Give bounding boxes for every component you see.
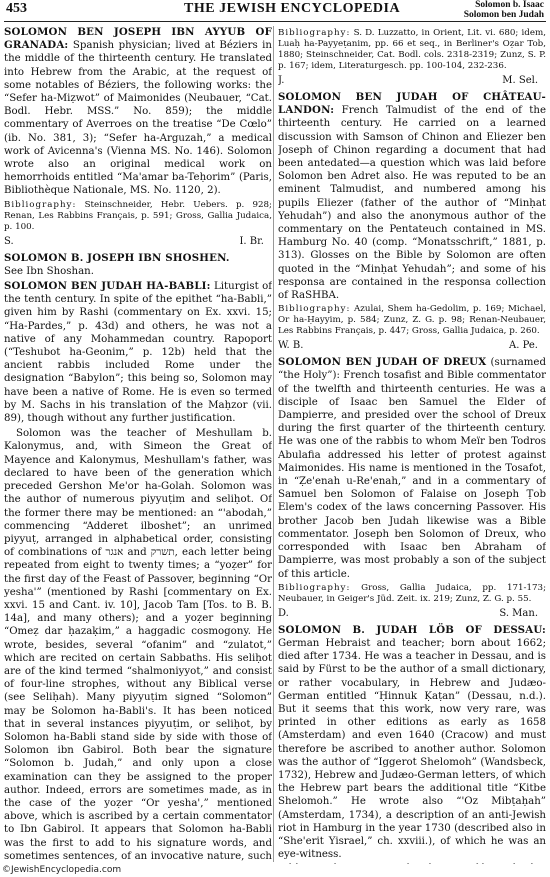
signature-initials: J. (278, 75, 285, 86)
article-title: SOLOMON B. JUDAH LÖB OF DESSAU: (278, 623, 546, 636)
signature-line (278, 339, 546, 352)
article-text: Liturgist of the tenth century. In spite of the epithet “ha-Babli,” given him by Rashi (commentary on Ex. xxvi. 15; “Ha-Pardes,” p. 43d) and others, he was not a native of any Mohammedan country. Rapoport (“Teshubot ha-Geonim,” p. 12b) held that the ancient rabbis included Rome under the designation “Babylon”; this being so, Solomon may have been a native of Rome. He is even so termed by M. Sachs in his translation of the Maḥzor (vii. 89), though without any further justification. (4, 281, 272, 425)
running-title: THE JEWISH ENCYCLOPEDIA (184, 1, 401, 16)
cross-reference: See Ibn Shoshan. (4, 265, 94, 277)
running-head-line-2: Solomon ben Judah (463, 10, 544, 20)
running-head (464, 0, 544, 20)
bibliography-text: Gross, Gallia Judaica, pp. 171-173; Neubauer, in Geiger's Jüd. Zeit. ix. 219; Zunz, Z. G. p. 55. (278, 582, 546, 604)
signature-line (278, 607, 546, 620)
signature-line (4, 235, 272, 248)
bibliography-text: S. D. Luzzatto, in Orient, Lit. vi. 680; idem, Luaḥ ha-Payyeṭanim, pp. 66 et seq., in Berliner's Oẓar Tob, 1880; Steinschneider, Cat. Bodl. cols. 2318-2319; Zunz, S. P. p. 167; idem, Literaturgesch. pp. 100-104, 232-236. (278, 28, 546, 71)
article-text: German Hebraist and teacher; born about 1662; died after 1734. He was a teacher in Dessau, and is said by Fürst to be the author of a small dictionary, or rather vocabulary, in Hebrew and Judæo-German entitled “Ḥinnuk Ḳaṭan” (Dessau, n.d.). But it seems that this work, now very rare, was printed in other editions as early as 1658 (Amsterdam) and even 1640 (Cracow) and must therefore be ascribed to another author. Solomon was the author of “Iggerot Shelomoh” (Wandsbeck, 1732), Hebrew and Judæo-German letters, of which the Hebrew part bears the additional title “Kitbe Shelomoh.” He wrote also “'Oz Mibṭaḥah” (Amsterdam, 1734), a description of an anti-Jewish riot in Hamburg in the year 1730 (described also in “She'erit Yisrael,” ch. xxviii.), of which he was an eye-witness. (278, 637, 546, 861)
page-number: 453 (6, 1, 27, 16)
signature-author: M. Sel. (502, 75, 538, 86)
article-title: SOLOMON BEN JUDAH OF CHÂTEAU-LANDON: (278, 91, 546, 117)
bibliography (278, 28, 546, 72)
signature-author: S. Man. (499, 607, 538, 619)
signature-author: A. Pe. (509, 340, 538, 352)
article (4, 26, 272, 198)
article-title: SOLOMON B. JOSEPH IBN SHOSHEN. (4, 251, 230, 264)
page-header (4, 0, 546, 22)
article (278, 624, 546, 862)
article (278, 91, 546, 302)
signature-line (278, 74, 546, 87)
bibliography-text: Steinschneider, Hebr. Uebers. p. 928; Renan, Les Rabbins Français, p. 591; Gross, Gallia Judaica, p. 100. (4, 199, 272, 232)
bibliography-label (278, 863, 350, 864)
article-text: French Talmudist of the end of the thirteenth century. He carried on a learned discussion with Samson of Chinon and Eliezer ben Joseph of Chinon regarding a document that had been antedated—a question which was laid before Solomon ben Adret also. He was reputed to be an eminent Talmudist, and numbered among his pupils Eliezer (father of the author of “Minḥat Yehudah”) and also the anonymous author of the commentary on the Pentateuch contained in MS. Hamburg No. 40 (comp. “Monatsschrift,” 1881, p. 313). Glosses on the Bible by Solomon are often quoted in the “Minḥat Yehudah”; and some of his responsa are contained in the responsa collection of RaSHBA. (278, 105, 546, 302)
bibliography-label: Bibliography: (4, 199, 77, 210)
article-paragraph (4, 427, 272, 864)
article-text: Spanish physician; lived at Béziers in the middle of the thirteenth century. He translated into Hebrew from the Arabic, at the request of some notables of Béziers, the following works: the “Sefer ha-Miẓwot” of Maimonides (Neubauer, “Cat. Bodl. Hebr. MSS.” No. 859); the middle commentary of Averroes on the treatise “De Cœlo” (ib. No. 381, 3); “Sefer ha-Arguzah,” a medical work of Avicenna's (Vienna MS. No. 146). Solomon wrote also an original medical work on hemorrhoids entitled “Ma'amar ba-Teḥorim” (Paris, Bibliothèque Nationale, MS. No. 1120, 2). (4, 40, 272, 197)
running-head-line-1: Solomon b. Isaac (475, 0, 544, 10)
bibliography-label: Bibliography: (278, 28, 351, 38)
article-title: SOLOMON BEN JUDAH HA-BABLI: (4, 280, 211, 293)
left-column (4, 26, 272, 864)
signature-initials: W. B. (278, 340, 304, 352)
right-column (278, 26, 546, 864)
article-title: SOLOMON BEN JOSEPH IBN AYYUB OF GRANADA: (4, 26, 272, 52)
signature-author: I. Br. (239, 235, 264, 247)
header-rule (4, 21, 546, 22)
article-title: SOLOMON BEN JUDAH OF DREUX (278, 356, 487, 369)
column-divider (273, 26, 274, 862)
signature-initials: D. (278, 607, 289, 619)
article-text: (surnamed “the Holy”): French tosafist and Bible commentator of the twelfth and thirteenth centuries. He was a disciple of Isaac ben Samuel the Elder of Dampierre, and presided over the school of Dreux during the first quarter of the thirteenth century. He was one of the rabbis to whom Meïr ben Todros Abulafia addressed his letter of protest against Maimonides. His name is mentioned in the Tosafot, in “Ẓe'enah u-Re'enah,” and in a commentary of Samuel ben Solomon of Falaise on Joseph Ṭob Elem's codex of the laws concerning Passover. His brother Jacob ben Judah likewise was a Bible commentator. Joseph ben Solomon of Dreux, who corresponded with Isaac ben Abraham of Dampierre, was most probably a son of the subject of this article. (278, 357, 546, 580)
signature-initials: S. (4, 235, 14, 247)
article (4, 252, 272, 278)
copyright-watermark: ©JewishEncyclopedia.com (2, 865, 122, 875)
bibliography (278, 863, 546, 864)
bibliography-label: Bibliography: (278, 582, 351, 593)
bibliography (4, 200, 272, 233)
bibliography (278, 304, 546, 337)
bibliography (278, 583, 546, 605)
article-text: Solomon was the teacher of Meshullam b. Kalonymus, and, with Simeon the Great of Mayence and Kalonymus, Meshullam's father, was declared to have been of the generation which preceded Gershon Me'or ha-Golah. Solomon was the author of numerous piyyuṭim and seliḥot. Of the former there may be mentioned: an “'abodah,” commencing “Adderet ilboshet”; an unrimed piyyuṭ, arranged in alphabetical order, consisting of combinations of אנגר and תשרק, each letter being repeated from eight to twenty times; a “yoẓer” for the first day of the Feast of Passover, beginning “Or yesha'” (mentioned by Rashi [commentary on Ex. xxvi. 15 and Cant. iv. 10], Jacob Tam [Tos. to B. B. 14a], and many others); and a yoẓer beginning “Omeẓ dar ḥazaḳim,” a haggadic cosmogony. He wrote, besides, several “ofanim” and “zulatot,” which are recited on certain Sabbaths. His seliḥot are of the kind termed “shalmoniyyot,” and consist of four-line strophes, without any Biblical verse (see Seliḥah). Many piyyuṭim signed “Solomon” may be Solomon ha-Babli's. It has been noticed that in several instances piyyuṭim, or seliḥot, by Solomon ha-Babli stand side by side with those of Solomon ibn Gabirol. Both bear the signature “Solomon b. Judah,” and only upon a close examination can they be assigned to the proper author. Indeed, errors are sometimes made, as in the case of the yoẓer “Or yesha',” mentioned above, which is ascribed by a certain commentator to Ibn Gabirol. It appears that Solomon ha-Babli was the first to add to his signature words, and sometimes sentences, of an invocative nature, such (4, 428, 272, 862)
article (278, 356, 546, 580)
bibliography-text: Azulai, Shem ha-Gedolim, p. 169; Michael, Or ha-Ḥayyim, p. 584; Zunz, Z. G. p. 98; Renan-Neubauer, Les Rabbins Français, p. 447; Gross, Gallia Judaica, p. 260. (278, 304, 546, 337)
bibliography-label: Bibliography: (278, 304, 351, 315)
article (4, 280, 272, 425)
